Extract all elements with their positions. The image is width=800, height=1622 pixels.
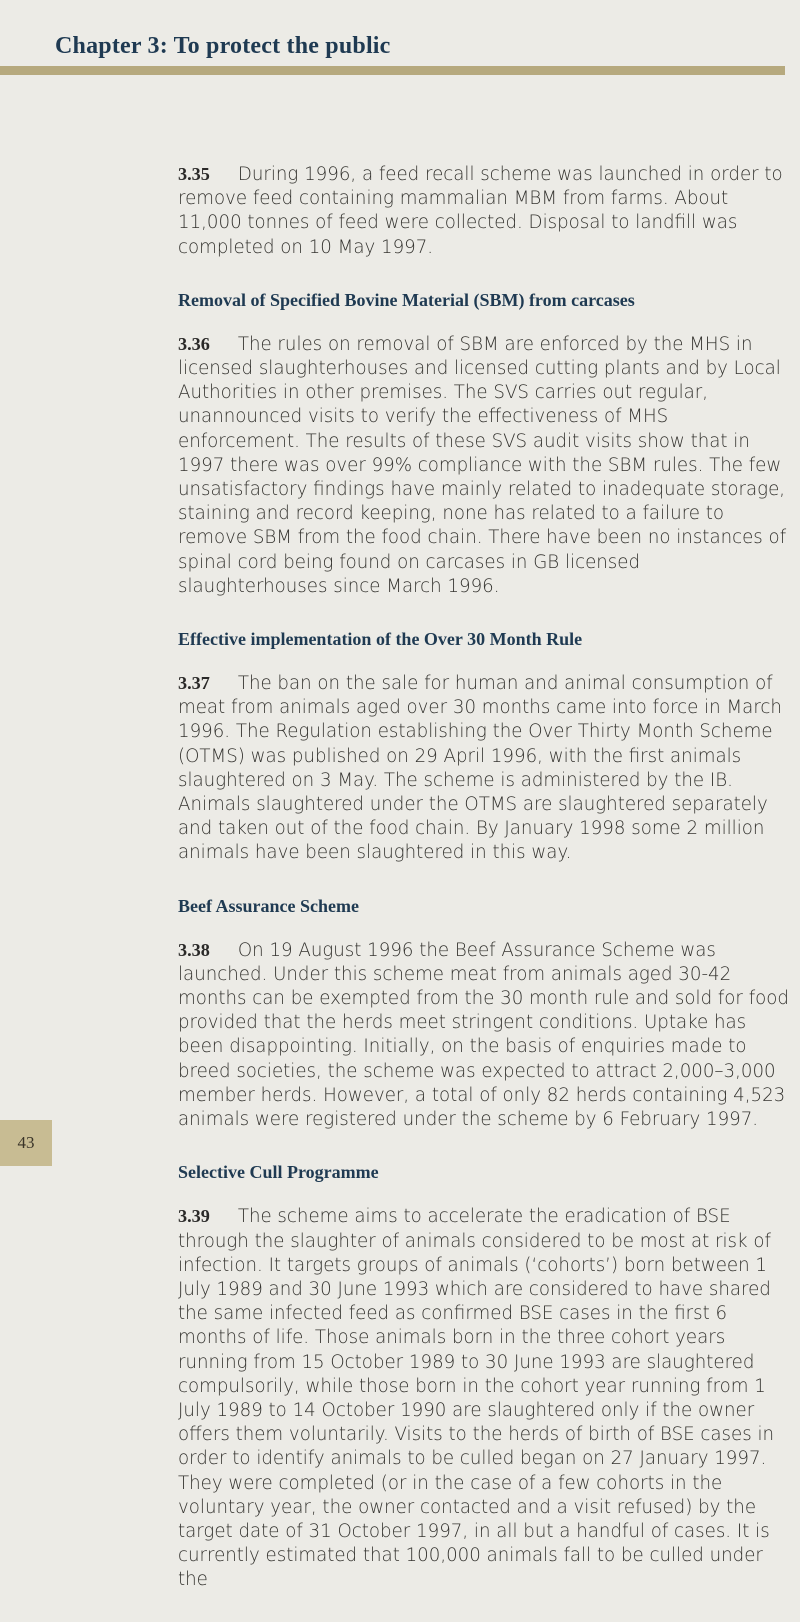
paragraph-3-38 <box>178 938 790 1133</box>
paragraph-3-36 <box>178 332 790 599</box>
paragraph-3-39 <box>178 1204 790 1592</box>
paragraph-text: During 1996, a feed recall scheme was launched in order to remove feed containing mammalian MBM from farms. About 11,000 tonnes of feed were collected. Disposal to landfill was completed on 10 May 1997. <box>178 164 783 258</box>
page-number-box <box>0 1120 52 1166</box>
document-body <box>178 162 790 1622</box>
page-number: 43 <box>17 1133 35 1152</box>
paragraph-number: 3.39 <box>178 1206 210 1227</box>
paragraph-3-37 <box>178 671 790 866</box>
paragraph-text: The rules on removal of SBM are enforced by the MHS in licensed slaughterhouses and licensed cutting plants and by Local Authorities in other premises. The SVS carries out regular, unannounced visits to verify the effectiveness of MHS enforcement. The results of these SVS audit visits show that in 1997 there was over 99% compliance with the SBM rules. The few unsatisfactory findings have mainly related to inadequate storage, staining and record keeping, none has related to a failure to remove SBM from the food chain. There have been no instances of spinal cord being found on carcases in GB licensed slaughterhouses since March 1996. <box>178 333 787 597</box>
paragraph-text: The ban on the sale for human and animal consumption of meat from animals aged over 30 months came into force in March 1996. The Regulation establishing the Over Thirty Month Scheme (OTMS) was published on 29 April 1996, with the first animals slaughtered on 3 May. The scheme is administered by the IB. Animals slaughtered under the OTMS are slaughtered separately and taken out of the food chain. By January 1998 some 2 million animals have been slaughtered in this way. <box>178 673 782 864</box>
chapter-title: Chapter 3: To protect the public <box>55 33 391 59</box>
paragraph-number: 3.35 <box>178 164 210 184</box>
section-heading-sbm-removal: Removal of Specified Bovine Material (SBM) from carcases <box>178 289 635 310</box>
paragraph-3-35 <box>178 162 790 260</box>
paragraph-number: 3.37 <box>178 673 210 694</box>
section-heading-beef-assurance: Beef Assurance Scheme <box>178 895 359 916</box>
section-heading-over-30-month-rule: Effective implementation of the Over 30 Month Rule <box>178 629 583 650</box>
section-heading-selective-cull: Selective Cull Programme <box>178 1162 379 1183</box>
paragraph-number: 3.36 <box>178 333 210 354</box>
paragraph-text: The scheme aims to accelerate the eradication of BSE through the slaughter of animals considered to be most at risk of infection. It targets groups of animals (‘cohorts’) born between 1 July 1989 and 30 June 1993 which are considered to have shared the same infected feed as confirmed BSE cases in the first 6 months of life. Those animals born in the three cohort years running from 15 October 1989 to 30 June 1993 are slaughtered compulsorily, while those born in the cohort year running from 1 July 1989 to 14 October 1990 are slaughtered only if the owner offers them voluntarily. Visits to the herds of birth of BSE cases in order to identify animals to be culled began on 27 January 1997. They were completed (or in the case of a few cohorts in the voluntary year, the owner contacted and a visit refused) by the target date of 31 October 1997, in all but a handful of cases. It is currently estimated that 100,000 animals fall to be culled under the <box>178 1206 775 1591</box>
title-rule <box>0 66 785 75</box>
paragraph-text: On 19 August 1996 the Beef Assurance Scheme was launched. Under this scheme meat from animals aged 30-42 months can be exempted from the 30 month rule and sold for food provided that the herds meet stringent conditions. Uptake has been disappointing. Initially, on the basis of enquiries made to breed societies, the scheme was expected to attract 2,000–3,000 member herds. However, a total of only 82 herds containing 4,523 animals were registered under the scheme by 6 February 1997. <box>178 939 789 1131</box>
paragraph-number: 3.38 <box>178 939 210 960</box>
